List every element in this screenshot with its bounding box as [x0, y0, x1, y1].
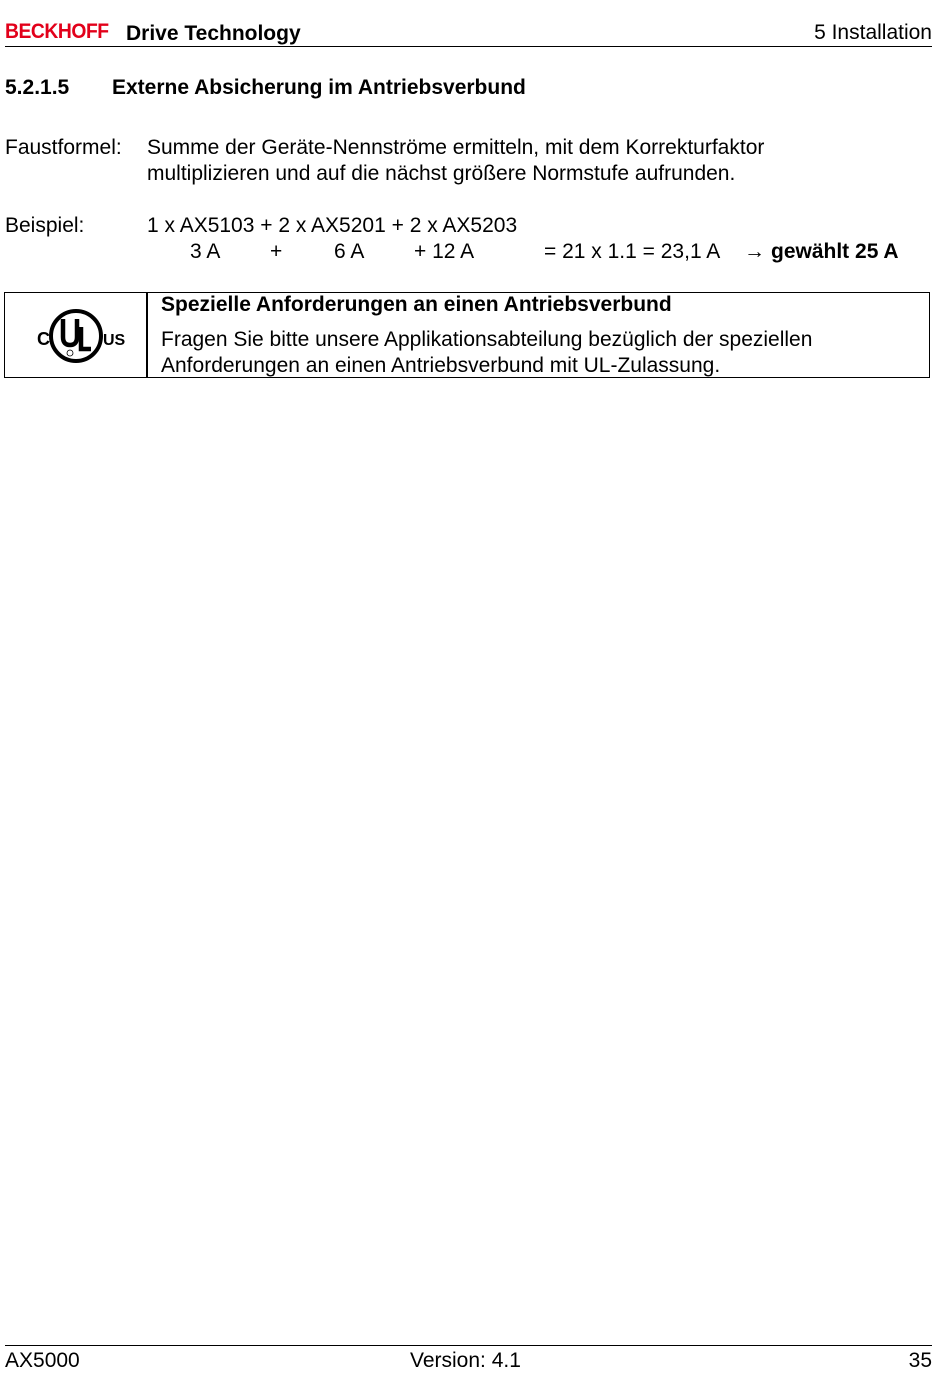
faustformel-line-1: Summe der Geräte-Nennströme ermitteln, mit dem Korrekturfaktor	[147, 136, 765, 159]
header-subtitle: Drive Technology	[126, 22, 301, 45]
beispiel-result: = 21 x 1.1 = 23,1 A	[544, 240, 721, 263]
beispiel-value-1: 3 A	[190, 240, 221, 263]
svg-text:US: US	[103, 332, 125, 349]
beispiel-formula: 1 x AX5103 + 2 x AX5201 + 2 x AX5203	[147, 214, 518, 237]
page-header	[5, 18, 932, 47]
beispiel-chosen: gewählt 25 A	[771, 240, 899, 263]
footer-product: AX5000	[5, 1349, 80, 1372]
footer-version: Version: 4.1	[410, 1349, 521, 1372]
faustformel-label: Faustformel:	[5, 136, 122, 159]
beispiel-label: Beispiel:	[5, 214, 85, 237]
arrow-right-icon: →	[744, 240, 765, 263]
notice-divider	[146, 293, 148, 377]
section-number: 5.2.1.5	[5, 76, 70, 99]
svg-text:C: C	[37, 329, 50, 349]
cul-us-icon	[27, 307, 125, 365]
notice-body-line-1: Fragen Sie bitte unsere Applikationsabteilung bezüglich der speziellen	[161, 328, 813, 351]
footer-page-number: 35	[908, 1349, 932, 1372]
header-chapter: 5 Installation	[814, 21, 932, 44]
beispiel-value-3: + 12 A	[414, 240, 475, 263]
beispiel-value-2: 6 A	[334, 240, 365, 263]
ul-notice-box	[4, 292, 930, 378]
section-title: Externe Absicherung im Antriebsverbund	[112, 76, 526, 99]
beispiel-plus: +	[270, 240, 283, 263]
notice-body-line-2: Anforderungen an einen Antriebsverbund mit UL-Zulassung.	[161, 354, 721, 377]
faustformel-line-2: multiplizieren und auf die nächst größere Normstufe aufrunden.	[147, 162, 736, 185]
page-footer	[5, 1345, 932, 1376]
notice-body	[161, 327, 921, 379]
beckhoff-logo: BECKHOFF	[5, 20, 109, 43]
notice-title: Spezielle Anforderungen an einen Antriebsverbund	[161, 293, 672, 316]
